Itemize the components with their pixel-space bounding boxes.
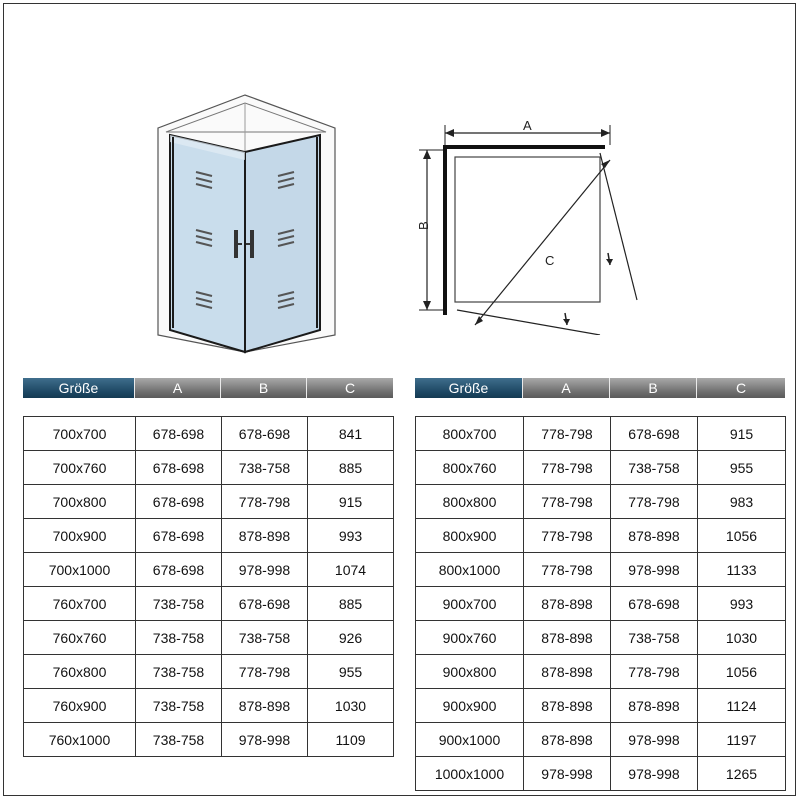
a-cell: 678-698 xyxy=(136,485,222,519)
b-cell: 978-998 xyxy=(611,723,698,757)
size-cell: 700x700 xyxy=(24,417,136,451)
size-cell: 800x1000 xyxy=(416,553,524,587)
b-cell: 878-898 xyxy=(222,689,308,723)
c-cell: 1056 xyxy=(698,519,786,553)
size-cell: 700x800 xyxy=(24,485,136,519)
b-cell: 778-798 xyxy=(611,485,698,519)
table-row xyxy=(24,417,394,451)
b-cell: 878-898 xyxy=(611,689,698,723)
b-cell: 678-698 xyxy=(222,417,308,451)
c-cell: 1056 xyxy=(698,655,786,689)
size-cell: 800x760 xyxy=(416,451,524,485)
size-cell: 760x700 xyxy=(24,587,136,621)
table-row xyxy=(416,485,786,519)
c-cell: 1030 xyxy=(308,689,394,723)
a-cell: 778-798 xyxy=(524,485,611,519)
b-cell: 678-698 xyxy=(222,587,308,621)
a-cell: 878-898 xyxy=(524,689,611,723)
size-cell: 700x1000 xyxy=(24,553,136,587)
size-cell: 760x900 xyxy=(24,689,136,723)
b-cell: 738-758 xyxy=(611,451,698,485)
b-cell: 738-758 xyxy=(611,621,698,655)
b-cell: 878-898 xyxy=(222,519,308,553)
b-cell: 978-998 xyxy=(222,553,308,587)
table-row xyxy=(416,417,786,451)
table-row xyxy=(416,757,786,791)
a-cell: 678-698 xyxy=(136,417,222,451)
table-row xyxy=(24,451,394,485)
a-cell: 878-898 xyxy=(524,723,611,757)
c-cell: 885 xyxy=(308,451,394,485)
c-cell: 915 xyxy=(308,485,394,519)
c-cell: 885 xyxy=(308,587,394,621)
top-view-dimension-diagram xyxy=(405,115,645,335)
c-cell: 983 xyxy=(698,485,786,519)
b-cell: 778-798 xyxy=(611,655,698,689)
size-cell: 700x900 xyxy=(24,519,136,553)
dimension-b-label: B xyxy=(416,221,431,230)
header-c: C xyxy=(307,378,393,398)
size-cell: 760x760 xyxy=(24,621,136,655)
right-table-header xyxy=(415,378,785,398)
header-a: A xyxy=(135,378,221,398)
header-groesse: Größe xyxy=(415,378,523,398)
a-cell: 678-698 xyxy=(136,519,222,553)
c-cell: 1124 xyxy=(698,689,786,723)
header-groesse: Größe xyxy=(23,378,135,398)
dimension-a-label: A xyxy=(523,118,532,133)
c-cell: 955 xyxy=(698,451,786,485)
a-cell: 738-758 xyxy=(136,655,222,689)
a-cell: 778-798 xyxy=(524,519,611,553)
c-cell: 1133 xyxy=(698,553,786,587)
dimension-c-label: C xyxy=(545,253,555,268)
table-row xyxy=(24,621,394,655)
size-cell: 800x800 xyxy=(416,485,524,519)
size-cell: 900x1000 xyxy=(416,723,524,757)
table-row xyxy=(416,519,786,553)
table-row xyxy=(24,655,394,689)
table-row xyxy=(416,621,786,655)
c-cell: 1030 xyxy=(698,621,786,655)
table-row xyxy=(24,723,394,757)
header-b: B xyxy=(221,378,307,398)
table-row xyxy=(24,587,394,621)
table-row xyxy=(416,723,786,757)
a-cell: 738-758 xyxy=(136,587,222,621)
c-cell: 993 xyxy=(698,587,786,621)
header-a: A xyxy=(523,378,610,398)
c-cell: 915 xyxy=(698,417,786,451)
header-c: C xyxy=(697,378,785,398)
c-cell: 1265 xyxy=(698,757,786,791)
table-row xyxy=(416,451,786,485)
a-cell: 778-798 xyxy=(524,451,611,485)
left-table-header xyxy=(23,378,393,398)
b-cell: 978-998 xyxy=(611,757,698,791)
c-cell: 1074 xyxy=(308,553,394,587)
b-cell: 678-698 xyxy=(611,417,698,451)
c-cell: 1197 xyxy=(698,723,786,757)
a-cell: 678-698 xyxy=(136,553,222,587)
table-row xyxy=(24,519,394,553)
header-b: B xyxy=(610,378,697,398)
c-cell: 993 xyxy=(308,519,394,553)
table-row xyxy=(24,485,394,519)
b-cell: 978-998 xyxy=(222,723,308,757)
table-row xyxy=(416,553,786,587)
size-cell: 900x800 xyxy=(416,655,524,689)
b-cell: 738-758 xyxy=(222,621,308,655)
table-row xyxy=(24,553,394,587)
left-size-table xyxy=(23,416,394,757)
table-row xyxy=(416,587,786,621)
size-cell: 700x760 xyxy=(24,451,136,485)
a-cell: 738-758 xyxy=(136,723,222,757)
size-cell: 900x900 xyxy=(416,689,524,723)
b-cell: 778-798 xyxy=(222,485,308,519)
a-cell: 878-898 xyxy=(524,587,611,621)
b-cell: 738-758 xyxy=(222,451,308,485)
a-cell: 778-798 xyxy=(524,553,611,587)
b-cell: 778-798 xyxy=(222,655,308,689)
size-cell: 760x800 xyxy=(24,655,136,689)
a-cell: 738-758 xyxy=(136,689,222,723)
size-cell: 760x1000 xyxy=(24,723,136,757)
size-cell: 900x760 xyxy=(416,621,524,655)
c-cell: 926 xyxy=(308,621,394,655)
b-cell: 678-698 xyxy=(611,587,698,621)
table-row xyxy=(416,655,786,689)
a-cell: 978-998 xyxy=(524,757,611,791)
size-cell: 1000x1000 xyxy=(416,757,524,791)
right-size-table xyxy=(415,416,786,791)
c-cell: 841 xyxy=(308,417,394,451)
b-cell: 878-898 xyxy=(611,519,698,553)
a-cell: 738-758 xyxy=(136,621,222,655)
size-cell: 900x700 xyxy=(416,587,524,621)
c-cell: 955 xyxy=(308,655,394,689)
a-cell: 678-698 xyxy=(136,451,222,485)
b-cell: 978-998 xyxy=(611,553,698,587)
a-cell: 778-798 xyxy=(524,417,611,451)
size-cell: 800x900 xyxy=(416,519,524,553)
c-cell: 1109 xyxy=(308,723,394,757)
a-cell: 878-898 xyxy=(524,621,611,655)
a-cell: 878-898 xyxy=(524,655,611,689)
size-cell: 800x700 xyxy=(416,417,524,451)
table-row xyxy=(24,689,394,723)
table-row xyxy=(416,689,786,723)
shower-enclosure-illustration xyxy=(150,90,340,360)
